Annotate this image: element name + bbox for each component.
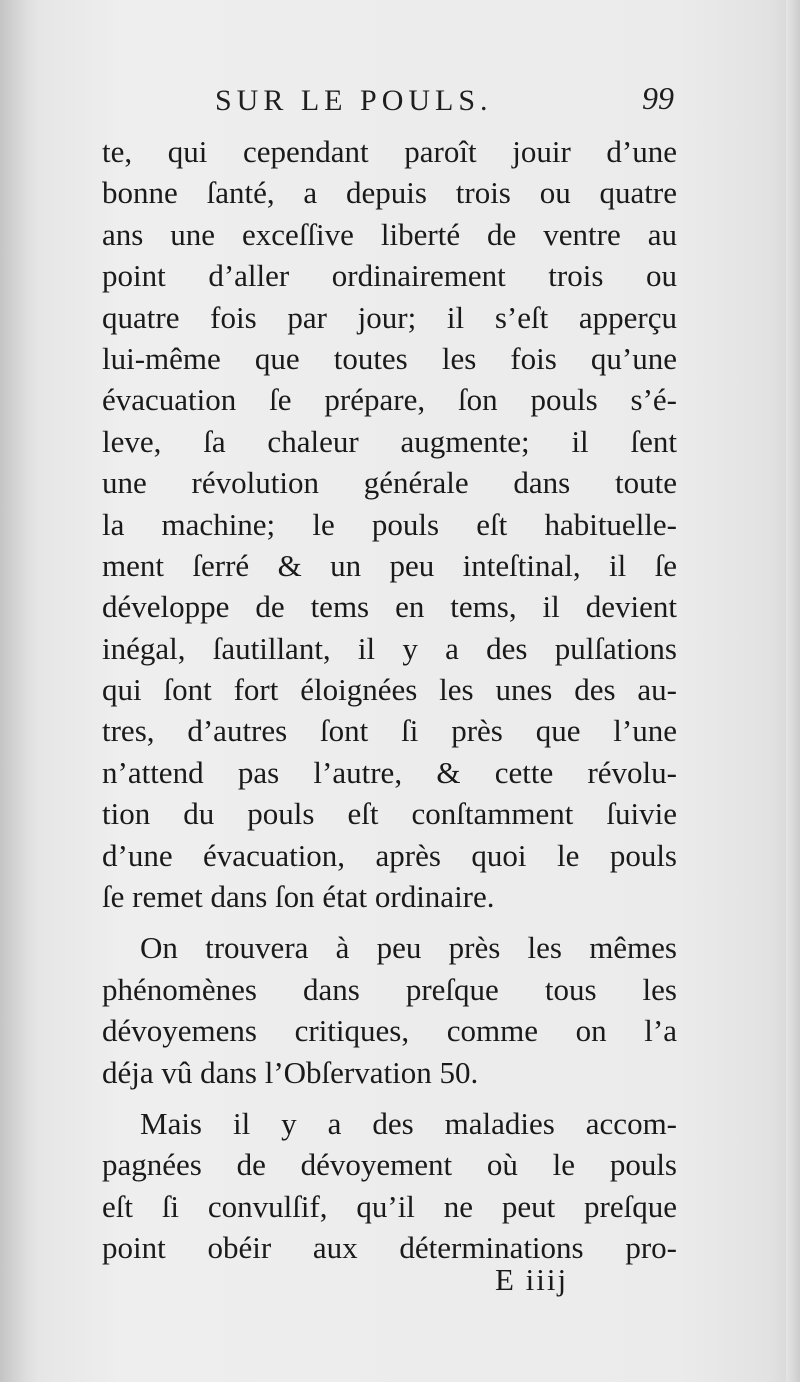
paragraph-gap <box>102 1093 677 1103</box>
text-line: ans une exceſſive liberté de ventre au <box>102 216 677 252</box>
running-head-title: SUR LE POULS. <box>215 84 493 117</box>
paragraph <box>102 927 677 1093</box>
text-line: la machine; le pouls eſt habituelle- <box>102 506 677 542</box>
running-head <box>105 80 680 130</box>
text-line: qui ſont fort éloignées les unes des au- <box>102 672 677 708</box>
page-number: 99 <box>642 80 674 116</box>
text-line: point obéir aux déterminations pro- <box>102 1230 677 1266</box>
text-line: phénomènes dans preſque tous les <box>102 971 677 1007</box>
page-edge-right <box>786 0 800 1382</box>
text-line: d’une évacuation, après quoi le pouls <box>102 837 677 873</box>
paragraph <box>102 1103 677 1269</box>
text-line: n’attend pas l’autre, & cette révolu- <box>102 754 677 790</box>
text-line: On trouvera à peu près les mêmes <box>140 930 677 966</box>
page-edge-left <box>0 0 28 1382</box>
text-line: tres, d’autres ſont ſi près que l’une <box>102 713 677 749</box>
text-line: déja vû dans l’Obſervation 50. <box>102 1054 479 1090</box>
text-line: dévoyemens critiques, comme on l’a <box>102 1013 677 1049</box>
text-line: te, qui cependant paroît jouir d’une <box>102 134 677 169</box>
text-line: leve, ſa chaleur augmente; il ſent <box>102 423 677 459</box>
paragraph-gap <box>102 917 677 927</box>
text-line: quatre fois par jour; il s’eſt apperçu <box>102 299 677 335</box>
text-line: tion du pouls eſt conſtamment ſuivie <box>102 796 677 832</box>
text-line: point d’aller ordinairement trois ou <box>102 258 677 294</box>
text-line: ſe remet dans ſon état ordinaire. <box>102 879 495 915</box>
signature-mark: E iiij <box>495 1262 569 1297</box>
text-line: bonne ſanté, a depuis trois ou quatre <box>102 175 677 211</box>
paragraph <box>102 131 677 917</box>
body-text <box>102 131 677 1269</box>
text-line: inégal, ſautillant, il y a des pulſations <box>102 630 677 666</box>
text-line: Mais il y a des maladies accom- <box>140 1105 677 1141</box>
text-line: évacuation ſe prépare, ſon pouls s’é- <box>102 382 677 418</box>
text-line: eſt ſi convulſif, qu’il ne peut preſque <box>102 1188 677 1224</box>
text-line: lui-même que toutes les fois qu’une <box>102 340 677 376</box>
text-line: développe de tems en tems, il devient <box>102 589 677 625</box>
text-line: ment ſerré & un peu inteſtinal, il ſe <box>102 547 677 583</box>
text-line: pagnées de dévoyement où le pouls <box>102 1147 677 1183</box>
text-line: une révolution générale dans toute <box>102 465 677 501</box>
